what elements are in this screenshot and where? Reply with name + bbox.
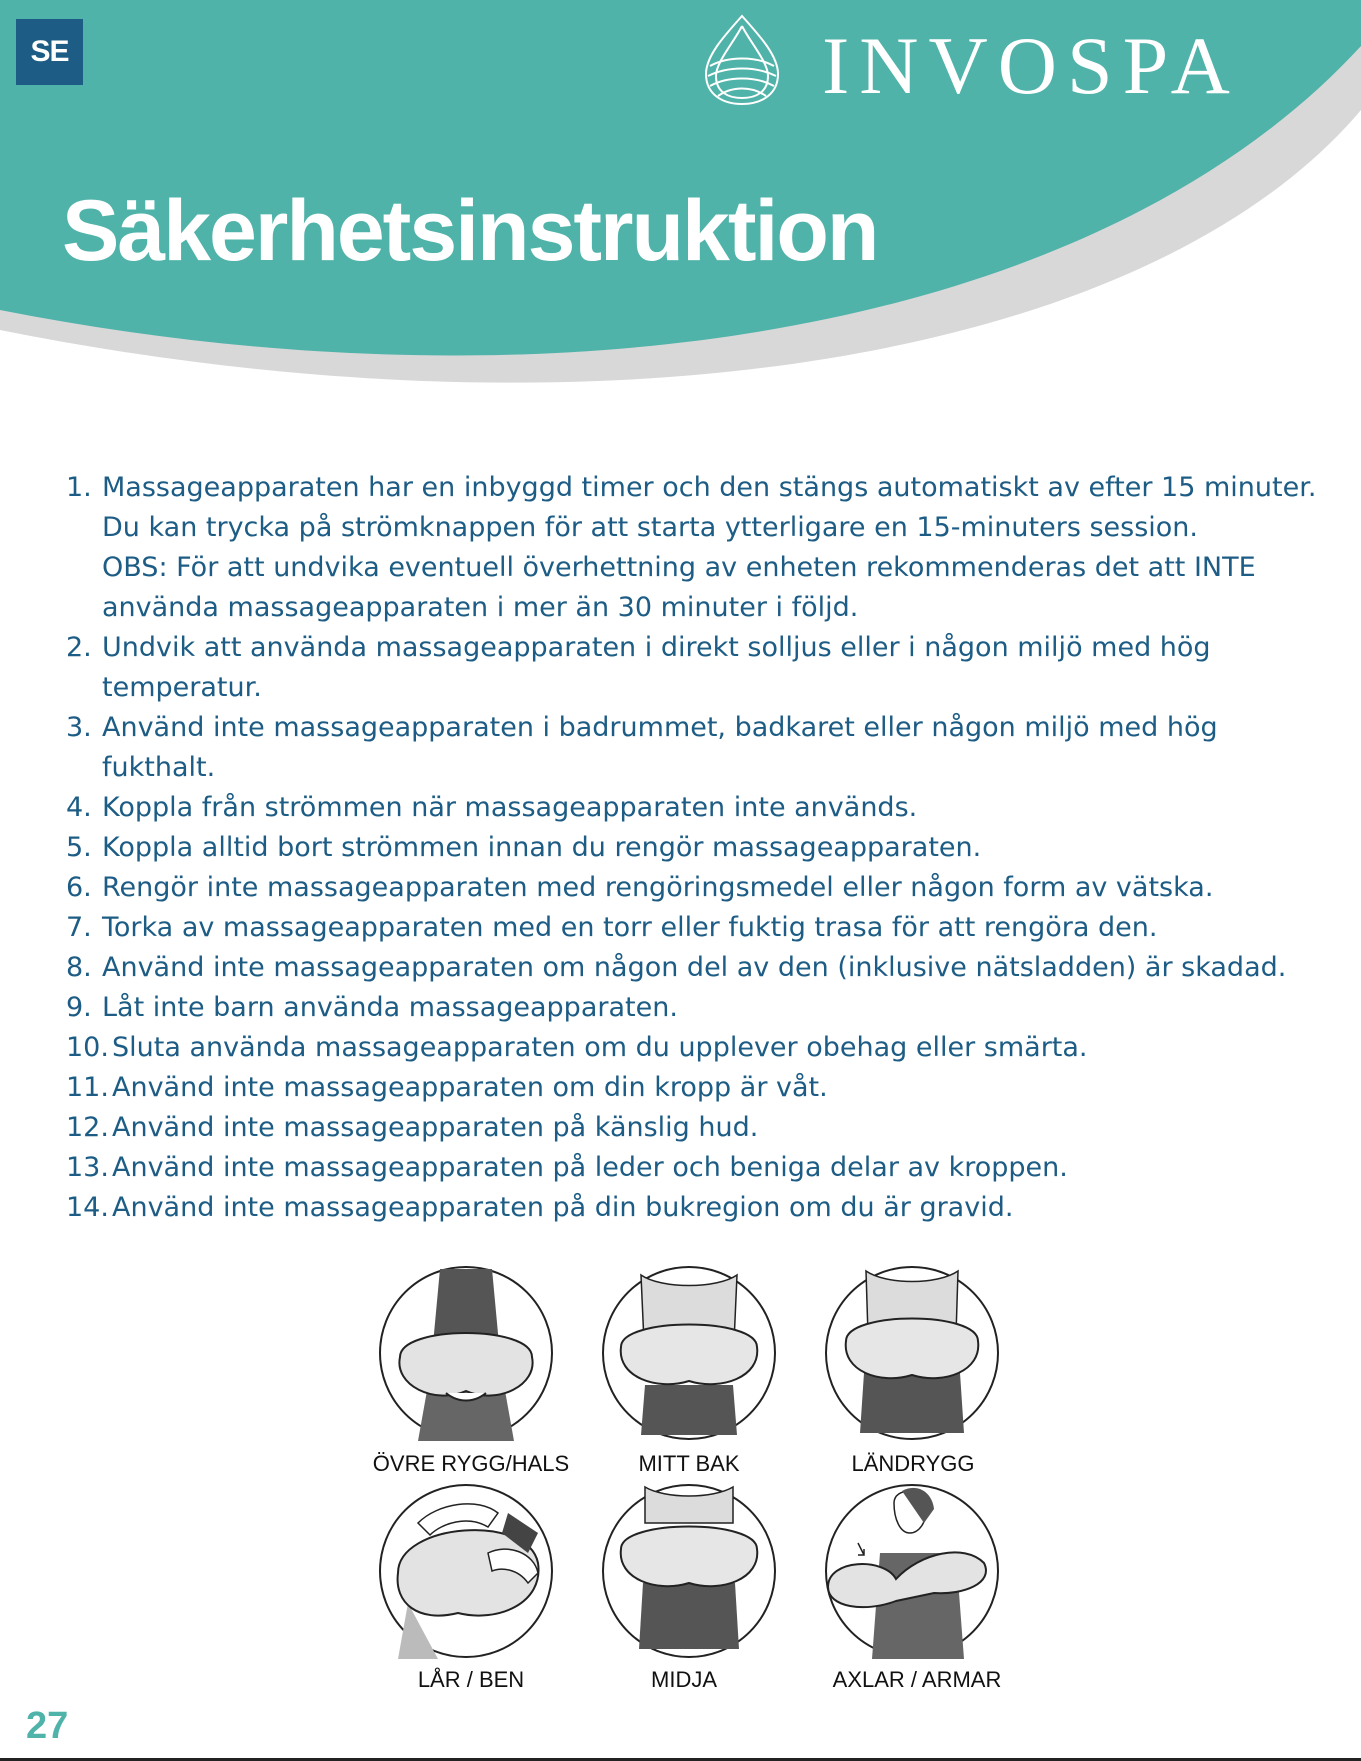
list-item (66, 868, 1336, 908)
item-number: 14. (66, 1192, 109, 1223)
list-item (66, 1108, 1336, 1148)
item-text: OBS: För att undvika eventuell överhettning av enheten rekommenderas det att INTE (102, 552, 1256, 583)
list-item (66, 708, 1336, 788)
item-text: Torka av massageapparaten med en torr eller fuktig trasa för att rengöra den. (102, 912, 1158, 943)
item-text: Sluta använda massageapparaten om du upplever obehag eller smärta. (112, 1032, 1088, 1063)
item-number: 10. (66, 1032, 109, 1063)
item-text: Låt inte barn använda massageapparaten. (102, 992, 678, 1023)
item-text: Använd inte massageapparaten på leder och beniga delar av kroppen. (112, 1152, 1068, 1183)
list-item (66, 988, 1336, 1028)
item-number: 7. (66, 912, 92, 943)
item-text: Koppla från strömmen när massageapparaten inte används. (102, 792, 918, 823)
item-number: 13. (66, 1152, 109, 1183)
usage-area-label: LÄNDRYGG (851, 1451, 975, 1476)
usage-area-label: MITT BAK (638, 1451, 740, 1476)
item-text: Använd inte massageapparaten på känslig hud. (112, 1112, 759, 1143)
item-text: Du kan trycka på strömknappen för att starta ytterligare en 15-minuters session. (102, 512, 1198, 543)
item-number: 1. (66, 472, 92, 503)
list-item (66, 1028, 1336, 1068)
brand-name: INVOSPA (822, 20, 1240, 111)
mid-back-illustration (601, 1265, 777, 1441)
usage-area-label: AXLAR / ARMAR (832, 1667, 1002, 1692)
item-number: 3. (66, 712, 92, 743)
usage-area-label: LÅR / BEN (417, 1667, 525, 1692)
safety-instructions-list (66, 468, 1336, 1228)
language-badge: SE (16, 19, 83, 85)
waist-illustration (601, 1483, 777, 1659)
item-text: Använd inte massageapparaten om din kropp är våt. (112, 1072, 828, 1103)
item-text: använda massageapparaten i mer än 30 minuter i följd. (102, 592, 859, 623)
list-item (66, 908, 1336, 948)
item-text: Koppla alltid bort strömmen innan du rengör massageapparaten. (102, 832, 982, 863)
item-text: Använd inte massageapparaten om någon del av den (inklusive nätsladden) är skadad. (102, 952, 1287, 983)
upper-back-illustration (378, 1265, 554, 1441)
list-item (66, 788, 1336, 828)
item-text: Massageapparaten har en inbyggd timer och den stängs automatiskt av efter 15 minuter. (102, 472, 1317, 503)
item-number: 11. (66, 1072, 109, 1103)
list-item (66, 468, 1336, 628)
item-number: 2. (66, 632, 92, 663)
item-number: 12. (66, 1112, 109, 1143)
item-number: 8. (66, 952, 92, 983)
item-text: Använd inte massageapparaten i badrummet, badkaret eller någon miljö med hög fukthalt. (102, 712, 1218, 783)
list-item (66, 628, 1336, 708)
usage-area-label: ÖVRE RYGG/HALS (372, 1451, 570, 1476)
legs-illustration (378, 1483, 554, 1659)
item-number: 5. (66, 832, 92, 863)
item-text: Använd inte massageapparaten på din bukregion om du är gravid. (112, 1192, 1014, 1223)
item-number: 4. (66, 792, 92, 823)
list-item (66, 948, 1336, 988)
usage-area-label: MIDJA (651, 1667, 717, 1692)
page-title: Säkerhetsinstruktion (62, 183, 878, 279)
list-item (66, 1068, 1336, 1108)
item-text: Rengör inte massageapparaten med rengöringsmedel eller någon form av vätska. (102, 872, 1214, 903)
brand-logo-icon (694, 12, 790, 108)
list-item (66, 1148, 1336, 1188)
list-item (66, 1188, 1336, 1228)
lower-back-illustration (824, 1265, 1000, 1441)
list-item (66, 828, 1336, 868)
item-number: 6. (66, 872, 92, 903)
shoulders-illustration (824, 1483, 1000, 1659)
page-number: 27 (26, 1705, 69, 1747)
item-text: temperatur. (102, 672, 262, 703)
item-number: 9. (66, 992, 92, 1023)
item-text: Undvik att använda massageapparaten i direkt solljus eller i någon miljö med hög (102, 632, 1211, 663)
